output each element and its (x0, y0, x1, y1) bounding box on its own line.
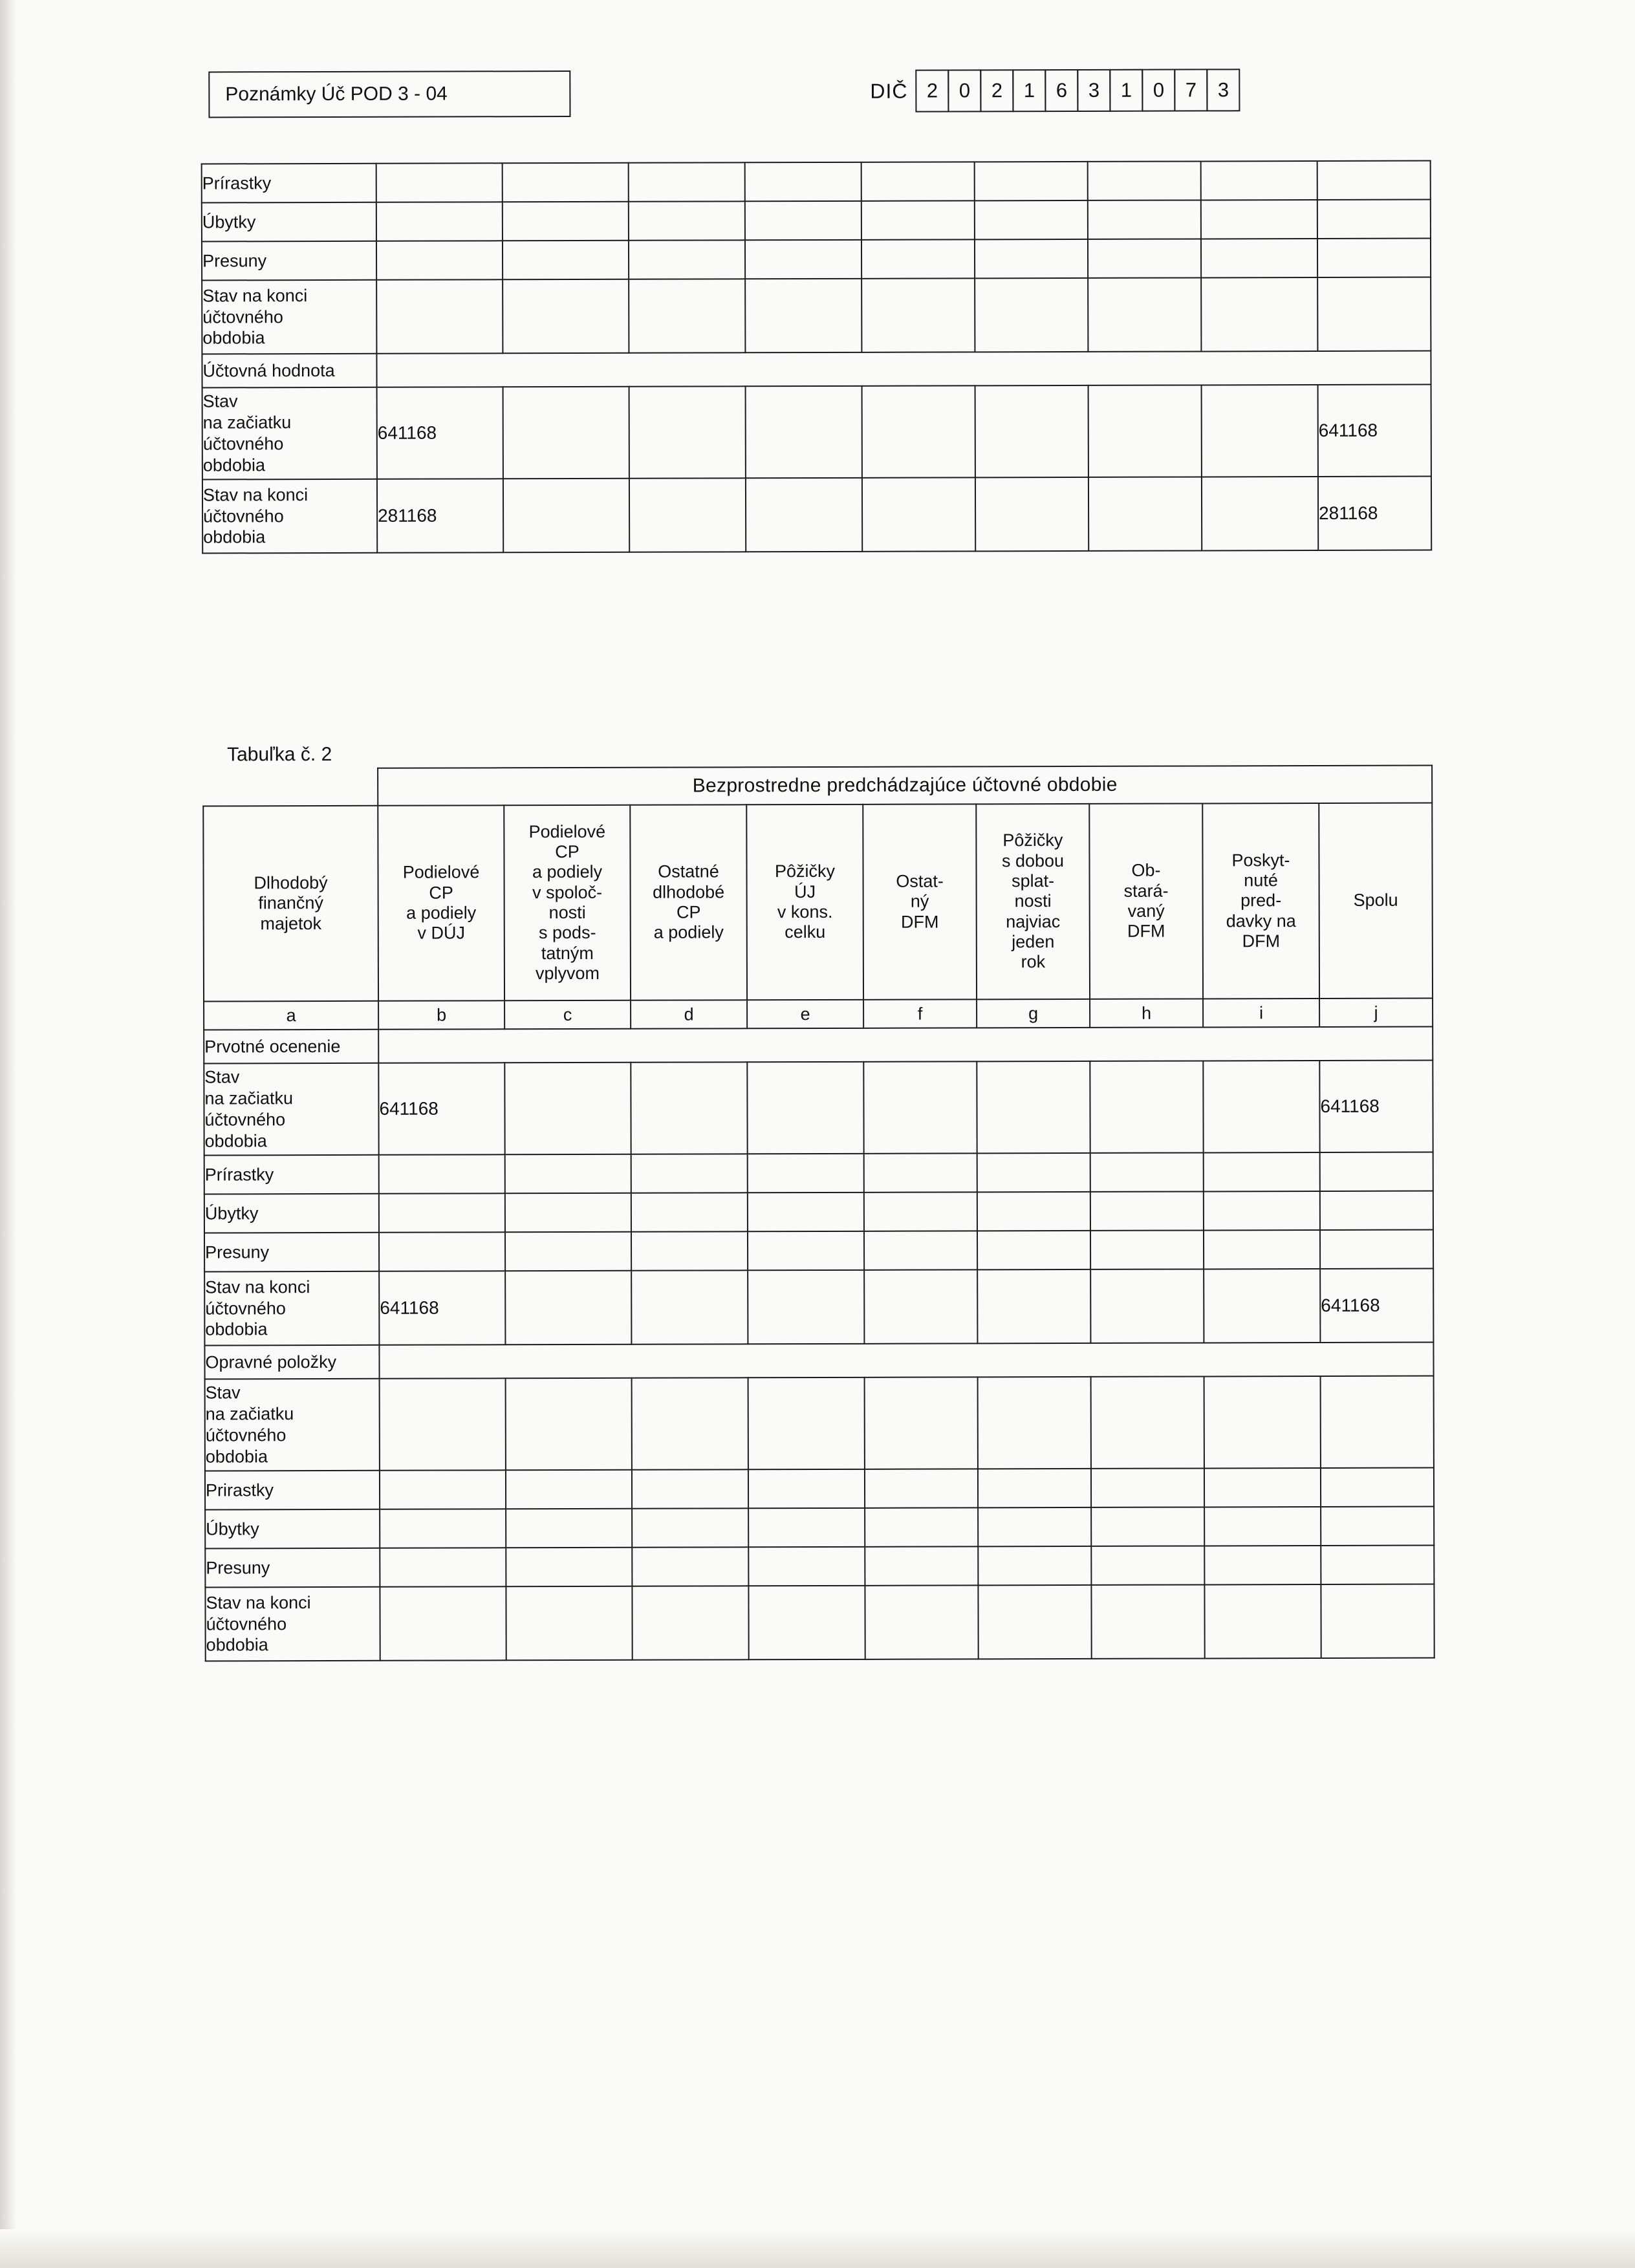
cell-value (376, 241, 503, 280)
cell-value (975, 162, 1088, 200)
cell-value (975, 200, 1088, 239)
cell-value (863, 1061, 977, 1153)
cell-value (862, 385, 975, 477)
cell-value (1091, 1468, 1204, 1507)
cell-value (861, 200, 975, 239)
cell-value (376, 163, 503, 202)
table-row (205, 1507, 1434, 1549)
section-row (204, 1027, 1433, 1064)
cell-value (379, 1193, 505, 1233)
cell-value (376, 202, 503, 241)
cell-value (748, 1508, 865, 1547)
cell-value (748, 1377, 865, 1469)
table-row (205, 1376, 1434, 1471)
column-letter-h: h (1090, 999, 1203, 1027)
row-label: Prírastky (202, 164, 376, 203)
cell-value (1321, 1584, 1434, 1658)
column-header-b: Podielové CP a podiely v DÚJ (378, 805, 504, 1001)
cell-value (978, 1546, 1091, 1585)
cell-value (504, 1063, 631, 1155)
row-label: Úbytky (202, 202, 376, 242)
table-two-banner: Bezprostredne predchádzajúce účtovné obdobie (378, 766, 1432, 806)
cell-value: 641168 (1319, 1061, 1433, 1152)
column-letter-a: a (204, 1001, 378, 1030)
dic-digit-7: 0 (1142, 69, 1175, 112)
dic-digit-9: 3 (1206, 69, 1240, 111)
section-fill (376, 351, 1431, 387)
row-label: Presuny (202, 241, 376, 281)
cell-value (1320, 1230, 1433, 1269)
cell-value (1317, 200, 1431, 239)
table-row (202, 277, 1431, 354)
column-letter-i: i (1203, 999, 1319, 1027)
cell-value (380, 1470, 506, 1509)
cell-value (975, 278, 1088, 352)
cell-value (745, 201, 861, 240)
dic-digit-0: 2 (915, 69, 949, 112)
cell-value (505, 1154, 631, 1194)
column-header-c: Podielové CP a podiely v spoloč- nosti s pods- tatným vplyvom (504, 805, 631, 1001)
cell-value (1201, 200, 1317, 239)
table-row (204, 1230, 1433, 1272)
table-two-column-letters (204, 999, 1433, 1030)
row-label: Prvotné ocenenie (204, 1030, 378, 1064)
cell-value (1090, 1269, 1204, 1343)
table-row (204, 1061, 1433, 1156)
cell-value (629, 201, 745, 240)
cell-value (1321, 1546, 1434, 1584)
cell-value: 281168 (377, 479, 503, 553)
cell-value: 641168 (378, 1063, 504, 1155)
cell-value (503, 279, 629, 354)
column-letter-d: d (631, 1000, 747, 1028)
column-header-a: Dlhodobý finančný majetok (203, 806, 378, 1002)
column-letter-f: f (863, 999, 977, 1028)
cell-value (632, 1469, 748, 1508)
row-label: Stav na konci účtovného obdobia (202, 280, 376, 354)
cell-value (1320, 1152, 1433, 1191)
cell-value (379, 1232, 505, 1271)
cell-value (977, 1153, 1090, 1192)
row-label: Stav na konci účtovného obdobia (204, 1271, 379, 1346)
cell-value (380, 1548, 506, 1587)
scan-edge-bottom (0, 2229, 1635, 2268)
cell-value (978, 1469, 1091, 1507)
form-code-box (208, 70, 570, 118)
dic-digit-3: 1 (1012, 69, 1046, 112)
scan-edge-left (0, 0, 17, 2268)
cell-value (1088, 477, 1202, 550)
cell-value (865, 1585, 978, 1659)
dic-digit-8: 7 (1174, 69, 1207, 111)
cell-value (865, 1507, 978, 1546)
table-row (205, 1468, 1434, 1510)
dic-field (870, 69, 1240, 112)
cell-value (1090, 1230, 1204, 1269)
cell-value (1204, 1269, 1320, 1343)
cell-value (503, 202, 629, 241)
cell-value (975, 239, 1088, 278)
cell-value (745, 279, 861, 352)
table-row (202, 385, 1431, 480)
cell-value (506, 1586, 632, 1661)
cell-value: 641168 (1320, 1269, 1433, 1343)
cell-value (1088, 161, 1201, 200)
cell-value: 641168 (1318, 385, 1431, 477)
cell-value (505, 1271, 631, 1345)
cell-value: 281168 (1318, 477, 1431, 550)
row-label: Presuny (205, 1548, 380, 1588)
table-row (204, 1269, 1433, 1346)
dic-digit-2: 2 (980, 69, 1013, 112)
cell-value (376, 279, 503, 354)
cell-value: 641168 (379, 1271, 505, 1345)
dic-digit-1: 0 (947, 69, 981, 112)
cell-value (978, 1507, 1091, 1546)
cell-value (1321, 1507, 1434, 1546)
cell-value (631, 1193, 748, 1231)
row-label: Prirastky (205, 1471, 380, 1510)
cell-value (864, 1269, 977, 1343)
cell-value (1090, 1191, 1204, 1230)
table-row (202, 200, 1431, 242)
row-label: Presuny (204, 1233, 379, 1272)
table-row (202, 161, 1431, 203)
column-letter-e: e (747, 1000, 863, 1028)
cell-value (864, 1231, 977, 1269)
cell-value (1321, 1468, 1434, 1507)
row-label: Stav na začiatku účtovného obdobia (202, 387, 377, 480)
row-label: Stav na konci účtovného obdobia (205, 1587, 380, 1661)
cell-value (629, 240, 745, 279)
cell-value (748, 1231, 864, 1270)
cell-value (380, 1586, 506, 1661)
cell-value (861, 162, 975, 200)
cell-value (865, 1377, 978, 1469)
cell-value (505, 1193, 631, 1233)
table-row (205, 1546, 1434, 1588)
row-label: Opravné položky (204, 1345, 379, 1379)
column-header-i: Poskyt- nuté pred- davky na DFM (1202, 803, 1319, 999)
cell-value (631, 1231, 748, 1270)
cell-value (975, 477, 1088, 551)
table-two (202, 765, 1435, 1662)
cell-value (1202, 477, 1318, 550)
column-header-g: Pôžičky s dobou splat- nosti najviac jeden rok (976, 804, 1090, 999)
cell-value (864, 1192, 977, 1231)
table-row (205, 1584, 1434, 1661)
cell-value (629, 279, 745, 352)
cell-value (1088, 277, 1201, 351)
cell-value (1317, 239, 1431, 277)
row-label: Úbytky (204, 1194, 379, 1233)
cell-value (629, 478, 746, 552)
cell-value (1091, 1546, 1204, 1584)
cell-value (1201, 277, 1317, 351)
cell-value (1088, 239, 1201, 277)
section-fill (378, 1027, 1433, 1063)
cell-value (1203, 1061, 1319, 1152)
row-label: Stav na konci účtovného obdobia (202, 479, 377, 554)
cell-value (632, 1586, 748, 1659)
cell-value (977, 1269, 1090, 1343)
cell-value (745, 162, 861, 201)
row-label: Úbytky (205, 1509, 380, 1549)
cell-value (1204, 1468, 1321, 1507)
cell-value (506, 1378, 632, 1471)
cell-value (629, 162, 745, 201)
column-header-h: Ob- stará- vaný DFM (1089, 803, 1203, 999)
cell-value (506, 1548, 632, 1587)
cell-value (864, 1153, 977, 1192)
section-fill (379, 1343, 1433, 1379)
column-header-d: Ostatné dlhodobé CP a podiely (630, 805, 747, 1000)
column-letter-j: j (1319, 999, 1433, 1027)
cell-value (632, 1547, 748, 1586)
cell-value (748, 1469, 865, 1508)
cell-value (748, 1193, 864, 1231)
cell-value (1090, 1152, 1204, 1191)
cell-value (1204, 1546, 1321, 1584)
cell-value (1088, 200, 1201, 239)
cell-value (978, 1377, 1091, 1469)
table-row (204, 1191, 1433, 1233)
cell-value (380, 1509, 506, 1548)
cell-value (1201, 239, 1317, 277)
cell-value (977, 1061, 1090, 1153)
dic-digit-6: 1 (1109, 69, 1143, 112)
cell-value (865, 1469, 978, 1507)
section-row (204, 1343, 1433, 1379)
dic-label: DIČ (870, 79, 908, 103)
cell-value (1204, 1230, 1320, 1269)
cell-value (977, 1192, 1090, 1231)
cell-value (748, 1270, 864, 1344)
cell-value (631, 1154, 748, 1193)
cell-value (975, 385, 1088, 477)
cell-value (1091, 1507, 1204, 1546)
cell-value (748, 1547, 865, 1586)
table-two-banner-row (203, 766, 1432, 806)
cell-value (862, 477, 975, 551)
cell-value (1204, 1191, 1320, 1230)
cell-value (505, 1232, 631, 1271)
cell-value (1091, 1584, 1204, 1658)
column-header-j: Spolu (1319, 803, 1433, 999)
cell-value (503, 479, 629, 553)
cell-value (1321, 1376, 1434, 1468)
cell-value (503, 163, 629, 202)
cell-value (379, 1154, 505, 1194)
cell-value (1202, 385, 1318, 477)
table-two-caption: Tabuľka č. 2 (227, 743, 332, 766)
cell-value (748, 1154, 864, 1193)
cell-value (1091, 1376, 1204, 1468)
cell-value (1201, 161, 1317, 200)
cell-value (746, 478, 862, 552)
table-row (204, 1152, 1433, 1194)
column-header-f: Ostat- ný DFM (863, 804, 977, 999)
cell-value (746, 386, 862, 478)
row-label: Stav na začiatku účtovného obdobia (205, 1379, 380, 1471)
cell-value (1204, 1376, 1321, 1468)
cell-value (1204, 1584, 1321, 1658)
cell-value (1320, 1191, 1433, 1230)
cell-value (1204, 1152, 1320, 1191)
cell-value (978, 1585, 1091, 1659)
cell-value (380, 1378, 506, 1471)
cell-value (861, 278, 975, 352)
cell-value (1317, 277, 1431, 351)
cell-value (632, 1508, 748, 1547)
cell-value (747, 1062, 863, 1154)
cell-value: 641168 (377, 387, 503, 479)
table-two-header-row (203, 803, 1433, 1002)
cell-value (1090, 1061, 1203, 1152)
cell-value (632, 1377, 748, 1469)
cell-value (748, 1586, 865, 1659)
cell-value (1088, 385, 1202, 477)
form-code-label: Poznámky Úč POD 3 - 04 (225, 83, 448, 105)
cell-value (861, 239, 975, 278)
table-top (201, 160, 1433, 554)
cell-value (506, 1470, 632, 1509)
cell-value (506, 1509, 632, 1548)
table-row (202, 477, 1431, 554)
table-row (202, 239, 1431, 281)
cell-value (1317, 161, 1431, 200)
row-label: Prírastky (204, 1155, 379, 1194)
cell-value (865, 1546, 978, 1585)
cell-value (1204, 1507, 1321, 1546)
cell-value (503, 241, 629, 280)
cell-value (631, 1062, 747, 1154)
cell-value (629, 386, 746, 478)
row-label: Stav na začiatku účtovného obdobia (204, 1063, 378, 1156)
dic-digit-5: 3 (1077, 69, 1110, 112)
column-header-e: Pôžičky ÚJ v kons. celku (746, 805, 863, 1000)
dic-digit-boxes (916, 69, 1240, 112)
row-label: Účtovná hodnota (202, 354, 376, 388)
cell-value (977, 1231, 1090, 1269)
column-letter-c: c (504, 1000, 631, 1030)
cell-value (631, 1270, 748, 1344)
dic-digit-4: 6 (1045, 69, 1078, 112)
cell-value (745, 240, 861, 279)
cell-value (503, 387, 629, 479)
column-letter-g: g (977, 999, 1090, 1028)
section-row (202, 351, 1431, 388)
column-letter-b: b (378, 1000, 504, 1030)
